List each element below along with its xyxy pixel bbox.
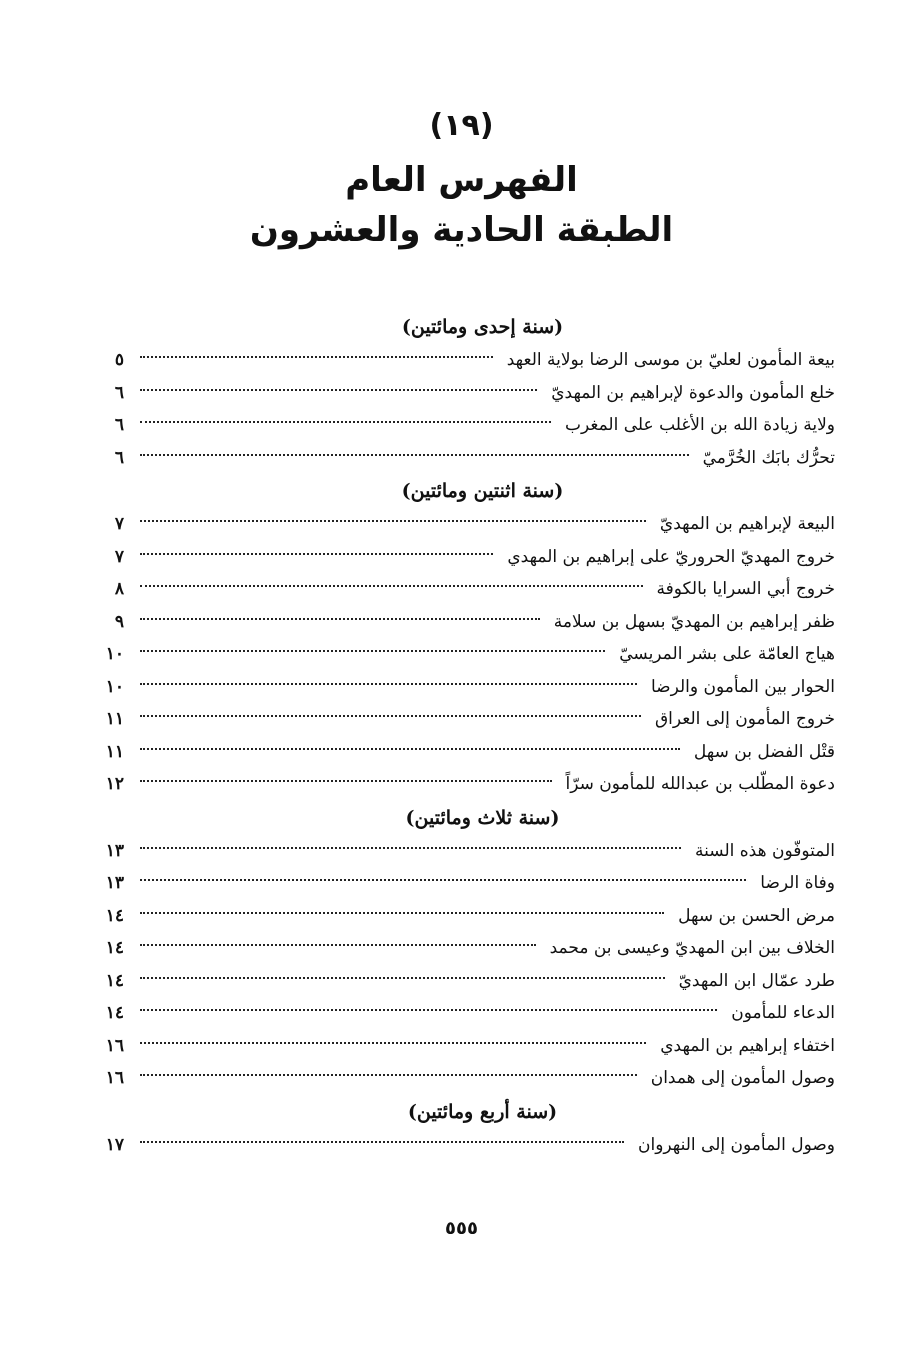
entry-page-number: ١٣	[105, 840, 124, 861]
entry-page-number: ١٧	[105, 1134, 124, 1155]
entry-page-number: ١٣	[105, 873, 124, 893]
table-of-contents	[90, 310, 835, 1161]
entry-label: ولاية زيادة الله بن الأغلب على المغرب	[565, 415, 835, 435]
entry-label: خروج المأمون إلى العراق	[654, 709, 835, 729]
dot-leader	[140, 714, 641, 717]
entry-label: الدعاء للمأمون	[731, 1003, 835, 1023]
dot-leader	[140, 552, 493, 555]
entry-page-number: ٩	[114, 611, 124, 632]
toc-entry	[90, 965, 835, 998]
entry-label: خروج أبي السرايا بالكوفة	[656, 579, 835, 599]
entry-page-number: ٦	[114, 415, 124, 435]
toc-entry	[90, 703, 835, 736]
toc-entry	[90, 1129, 835, 1162]
dot-leader	[140, 388, 537, 391]
dot-leader	[140, 617, 540, 620]
toc-entry	[90, 932, 835, 965]
dot-leader	[140, 584, 643, 587]
toc-entry	[90, 900, 835, 933]
page-number: ٥٥٥	[445, 1218, 478, 1239]
entry-page-number: ٨	[114, 579, 124, 599]
dot-leader	[140, 976, 665, 979]
dot-leader	[140, 911, 664, 914]
entry-page-number: ١٤	[105, 970, 124, 991]
entry-label: الخلاف بين ابن المهديّ وعيسى بن محمد	[549, 938, 835, 958]
toc-entry	[90, 344, 835, 377]
dot-leader	[140, 943, 536, 946]
toc-entry	[90, 867, 835, 900]
dot-leader	[140, 1041, 646, 1044]
toc-entry	[90, 736, 835, 769]
dot-leader	[140, 355, 493, 358]
dot-leader	[140, 747, 680, 750]
entry-label: الحوار بين المأمون والرضا	[651, 676, 835, 697]
volume-number: (١٩)	[429, 108, 494, 143]
toc-entry	[90, 1030, 835, 1063]
toc-entry	[90, 442, 835, 475]
entry-page-number: ١١	[105, 709, 124, 729]
index-title: الفهرس العام	[345, 160, 578, 200]
entry-label: وصول المأمون إلى النهروان	[637, 1134, 835, 1155]
entry-page-number: ٧	[114, 514, 124, 534]
toc-entry	[90, 573, 835, 606]
dot-leader	[140, 682, 637, 685]
entry-label: قتْل الفضل بن سهل	[693, 741, 835, 762]
dot-leader	[140, 1140, 624, 1143]
entry-label: مرض الحسن بن سهل	[678, 905, 835, 926]
toc-entry	[90, 541, 835, 574]
index-subtitle: الطبقة الحادية والعشرون	[249, 210, 674, 250]
entry-label: ظفر إبراهيم بن المهديّ بسهل بن سلامة	[553, 611, 835, 632]
dot-leader	[140, 519, 646, 522]
entry-label: وفاة الرضا	[760, 873, 835, 893]
entry-page-number: ١٢	[105, 774, 124, 794]
toc-entry	[90, 768, 835, 801]
entry-page-number: ٧	[114, 546, 124, 567]
entry-page-number: ٥	[114, 350, 124, 370]
section-heading: (سنة اثنتين ومائتين)	[401, 480, 564, 502]
entry-label: هياج العامّة على بشر المريسيّ	[619, 644, 835, 664]
entry-label: دعوة المطّلب بن عبدالله للمأمون سرّاً	[565, 774, 835, 794]
section-heading: (سنة ثلاث ومائتين)	[405, 806, 560, 829]
toc-entry	[90, 835, 835, 868]
entry-page-number: ١٦	[105, 1035, 124, 1056]
entry-label: خروج المهديّ الحروريّ على إبراهيم بن المهدي	[507, 546, 835, 567]
dot-leader	[140, 1008, 717, 1011]
entry-label: خلع المأمون والدعوة لإبراهيم بن المهديّ	[551, 382, 835, 403]
toc-entry	[90, 508, 835, 541]
entry-label: البيعة لإبراهيم بن المهديّ	[659, 514, 835, 534]
entry-page-number: ١٠	[105, 676, 124, 697]
entry-page-number: ١٤	[105, 938, 124, 958]
entry-page-number: ٦	[114, 447, 124, 468]
entry-label: المتوفّون هذه السنة	[695, 840, 835, 861]
dot-leader	[140, 420, 551, 423]
toc-entry	[90, 606, 835, 639]
entry-label: اختفاء إبراهيم بن المهدي	[660, 1035, 835, 1056]
toc-entry	[90, 409, 835, 442]
entry-page-number: ١٤	[105, 905, 124, 926]
entry-page-number: ١٤	[105, 1003, 124, 1023]
toc-entry	[90, 1062, 835, 1095]
dot-leader	[140, 453, 689, 456]
section-heading: (سنة إحدى ومائتين)	[401, 316, 564, 338]
toc-entry	[90, 671, 835, 704]
entry-label: تحرُّك بابَك الخُرَّميّ	[702, 447, 835, 468]
dot-leader	[140, 878, 746, 881]
toc-entry	[90, 638, 835, 671]
entry-page-number: ١٦	[105, 1068, 124, 1088]
toc-entry	[90, 377, 835, 410]
entry-label: وصول المأمون إلى همدان	[650, 1068, 835, 1088]
toc-entry	[90, 997, 835, 1030]
entry-page-number: ١٠	[105, 644, 124, 664]
entry-label: طرد عمّال ابن المهديّ	[678, 970, 835, 991]
dot-leader	[140, 649, 605, 652]
section-heading: (سنة أربع ومائتين)	[407, 1100, 558, 1123]
entry-page-number: ٦	[114, 382, 124, 403]
dot-leader	[140, 1073, 637, 1076]
dot-leader	[140, 846, 681, 849]
entry-page-number: ١١	[105, 741, 124, 762]
entry-label: بيعة المأمون لعليّ بن موسى الرضا بولاية العهد	[506, 350, 835, 370]
dot-leader	[140, 779, 552, 782]
